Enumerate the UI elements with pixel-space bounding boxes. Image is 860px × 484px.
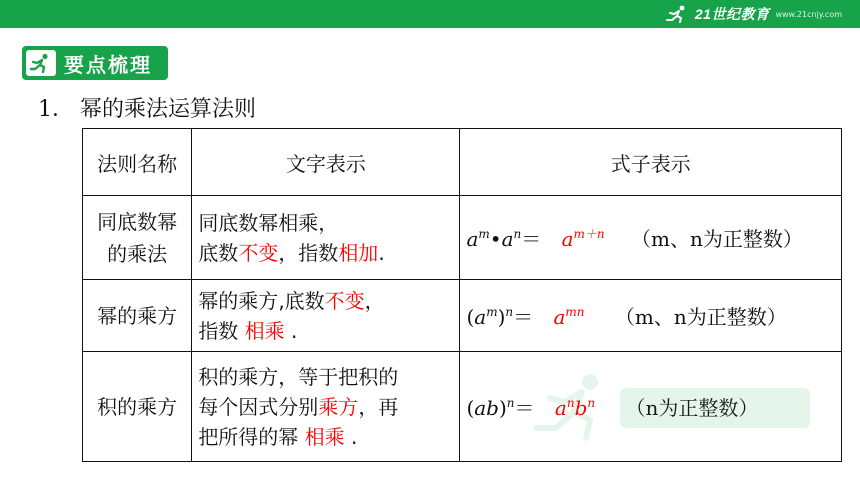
table-row (83, 352, 842, 462)
formula-condition: （n为正整数） (625, 396, 759, 420)
formula-lhs: $a^m•a^n=$ (466, 227, 542, 251)
formula-condition: （m、n为正整数） (631, 227, 803, 251)
description-line: 积的乘方，等于把积的 (198, 364, 399, 389)
top-bar (0, 0, 860, 28)
rule-description (192, 196, 460, 280)
description-line: 同底数幂相乘， (198, 210, 339, 235)
section-title: 要点梳理 (64, 52, 152, 77)
rule-description (192, 352, 460, 462)
header-rule-name: 法则名称 (83, 129, 192, 196)
section-badge (22, 46, 168, 80)
formula-lhs: $(a^m)^n=$ (466, 305, 534, 329)
description-line: 幂的乘方,底数不变， (198, 288, 385, 313)
description-line: 把所得的幂 相乘 . (198, 424, 358, 449)
brand-logo (665, 4, 842, 24)
heading-number: 1． (38, 97, 74, 122)
rule-description (192, 280, 460, 352)
answer-text: 相加 (338, 240, 379, 265)
runner-icon (665, 5, 691, 23)
answer-text: 相乘 (244, 318, 285, 343)
description-line: 底数不变，指数相加. (198, 240, 385, 265)
rule-formula (460, 280, 842, 352)
brand-url: www.21cnjy.com (775, 9, 842, 19)
table-row (83, 196, 842, 280)
runner-icon (26, 50, 56, 76)
answer-text: 乘方 (318, 394, 359, 419)
answer-text: 不变 (238, 240, 279, 265)
formula-answer: $a^{mn}$ (553, 305, 585, 329)
description-line: 每个因式分别乘方，再 (198, 394, 399, 419)
rule-formula (460, 352, 842, 462)
rules-table (82, 128, 842, 462)
rule-name: 幂的乘方 (83, 280, 192, 352)
table-row (83, 280, 842, 352)
rule-name: 积的乘方 (83, 352, 192, 462)
answer-text: 相乘 (304, 424, 345, 449)
header-formula: 式子表示 (460, 129, 842, 196)
heading-text: 幂的乘法运算法则 (80, 97, 257, 122)
formula-lhs: (ab)$^n$＝ (466, 396, 535, 420)
table-header-row (83, 129, 842, 196)
formula-answer: $a^nb^n$ (554, 396, 596, 420)
answer-text: 不变 (324, 288, 365, 313)
formula-answer: $a^{m+n}$ (561, 227, 605, 251)
rule-name-line: 同底数幂 (97, 209, 178, 234)
rule-name (83, 196, 192, 280)
rule-formula (460, 196, 842, 280)
description-line: 指数 相乘 . (198, 318, 298, 343)
page-heading (38, 92, 256, 123)
formula-condition: （m、n为正整数） (614, 305, 787, 329)
rule-name-line: 的乘法 (107, 241, 168, 266)
header-text-form: 文字表示 (192, 129, 460, 196)
brand-name: 21世纪教育 (694, 6, 770, 22)
